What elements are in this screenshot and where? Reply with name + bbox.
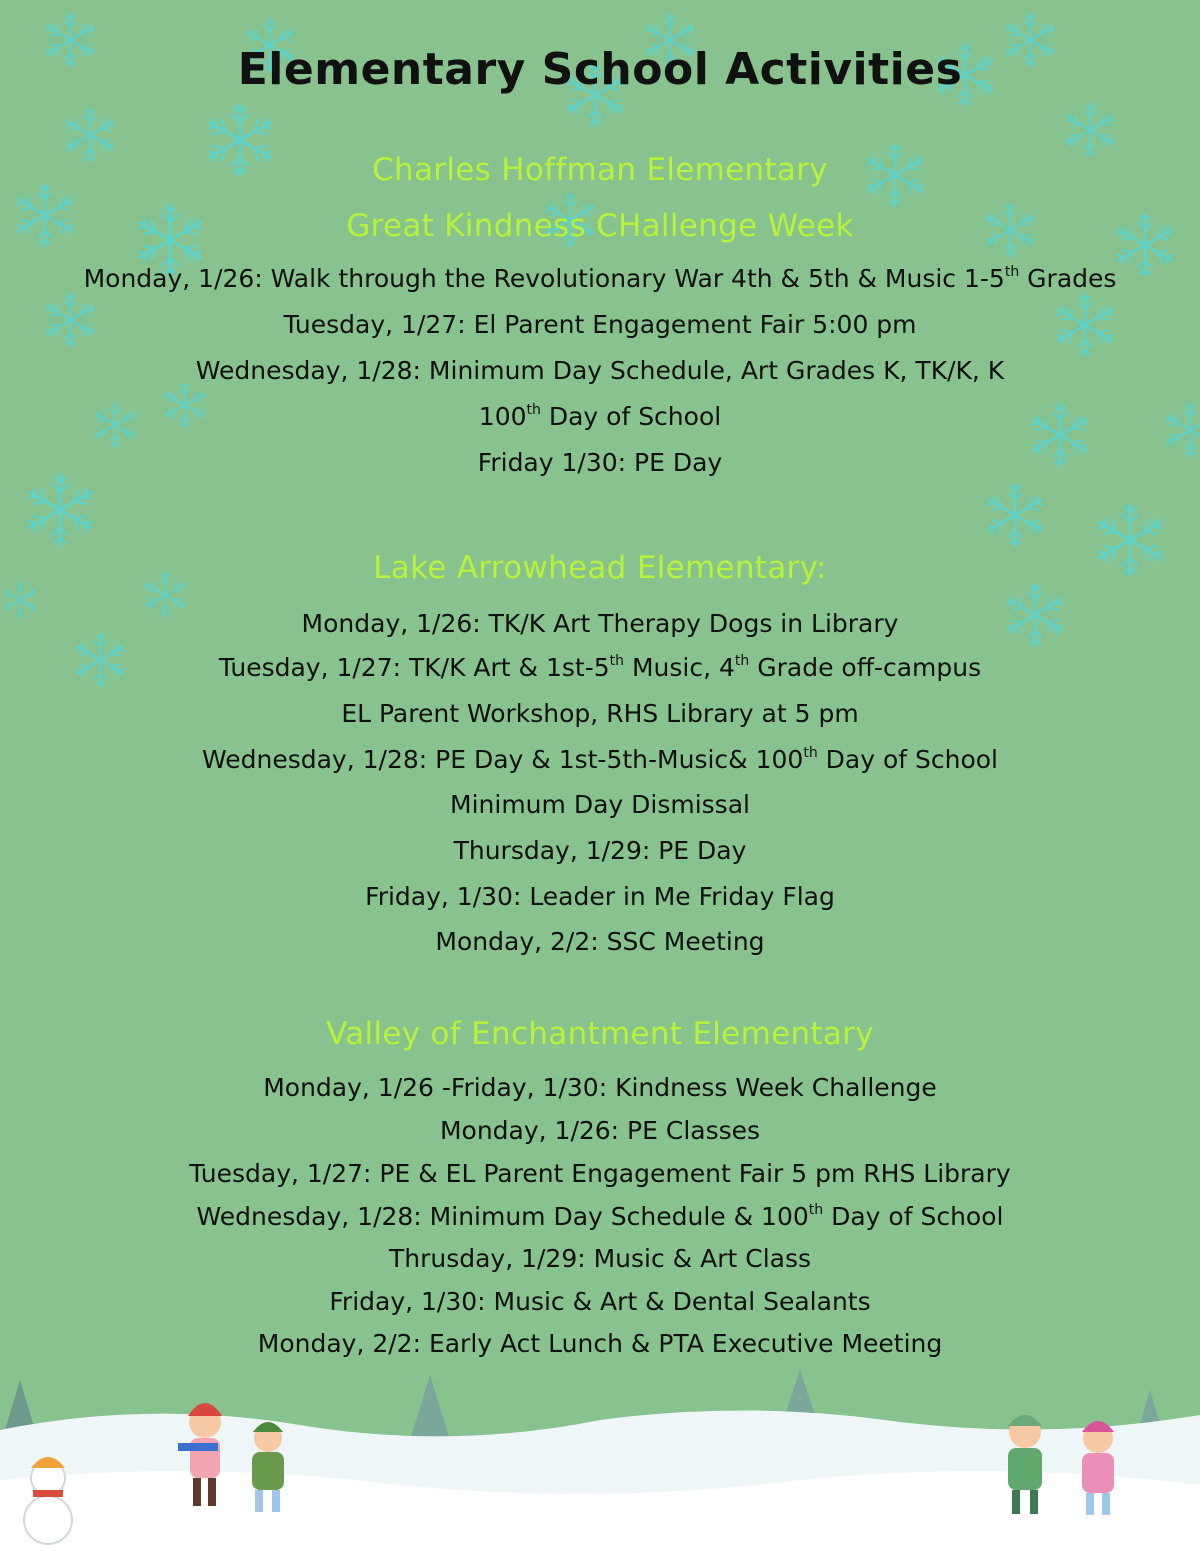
section-heading-valley-of-enchantment: Valley of Enchantment Elementary: [326, 1016, 874, 1052]
event-line: Friday, 1/30: Music & Art & Dental Sealants: [329, 1287, 871, 1316]
event-line: Wednesday, 1/28: Minimum Day Schedule, Art Grades K, TK/K, K: [195, 356, 1005, 385]
section-subheading-kindness-week: Great Kindness CHallenge Week: [346, 208, 854, 244]
event-line: Friday 1/30: PE Day: [477, 448, 723, 477]
snowflake-icon: [20, 470, 100, 550]
snowflake-icon: [980, 480, 1050, 550]
event-line: Tuesday, 1/27: TK/K Art & 1st-5th Music, 4th Grade off-campus: [218, 653, 982, 682]
event-line: Monday, 1/26: PE Classes: [439, 1116, 761, 1145]
event-line: Wednesday, 1/28: Minimum Day Schedule & 100th Day of School: [196, 1202, 1004, 1231]
event-line: EL Parent Workshop, RHS Library at 5 pm: [341, 699, 859, 728]
event-line: Tuesday, 1/27: PE & EL Parent Engagement Fair 5 pm RHS Library: [189, 1159, 1011, 1188]
event-line: Thrusday, 1/29: Music & Art Class: [388, 1244, 812, 1273]
event-line: Monday, 1/26: Walk through the Revolutionary War 4th & 5th & Music 1-5th Grades: [83, 264, 1117, 293]
event-line: Tuesday, 1/27: El Parent Engagement Fair 5:00 pm: [283, 310, 917, 339]
event-line: Monday, 1/26: TK/K Art Therapy Dogs in Library: [301, 609, 899, 638]
snowflake-icon: [1060, 100, 1120, 160]
winter-scene: [0, 1360, 1200, 1553]
event-line: Wednesday, 1/28: PE Day & 1st-5th-Music& 100th Day of School: [201, 745, 999, 774]
event-line: Monday, 2/2: SSC Meeting: [435, 927, 765, 956]
section-heading-lake-arrowhead: Lake Arrowhead Elementary:: [373, 550, 827, 586]
event-line: Monday, 1/26 -Friday, 1/30: Kindness Week Challenge: [263, 1073, 937, 1102]
event-line: Thursday, 1/29: PE Day: [453, 836, 747, 865]
event-line: Friday, 1/30: Leader in Me Friday Flag: [365, 882, 835, 911]
event-line: Monday, 2/2: Early Act Lunch & PTA Executive Meeting: [257, 1329, 943, 1358]
event-line: 100th Day of School: [478, 402, 722, 431]
section-heading-charles-hoffman: Charles Hoffman Elementary: [372, 152, 828, 188]
event-line: Minimum Day Dismissal: [450, 790, 750, 819]
page-title: Elementary School Activities: [237, 44, 963, 95]
